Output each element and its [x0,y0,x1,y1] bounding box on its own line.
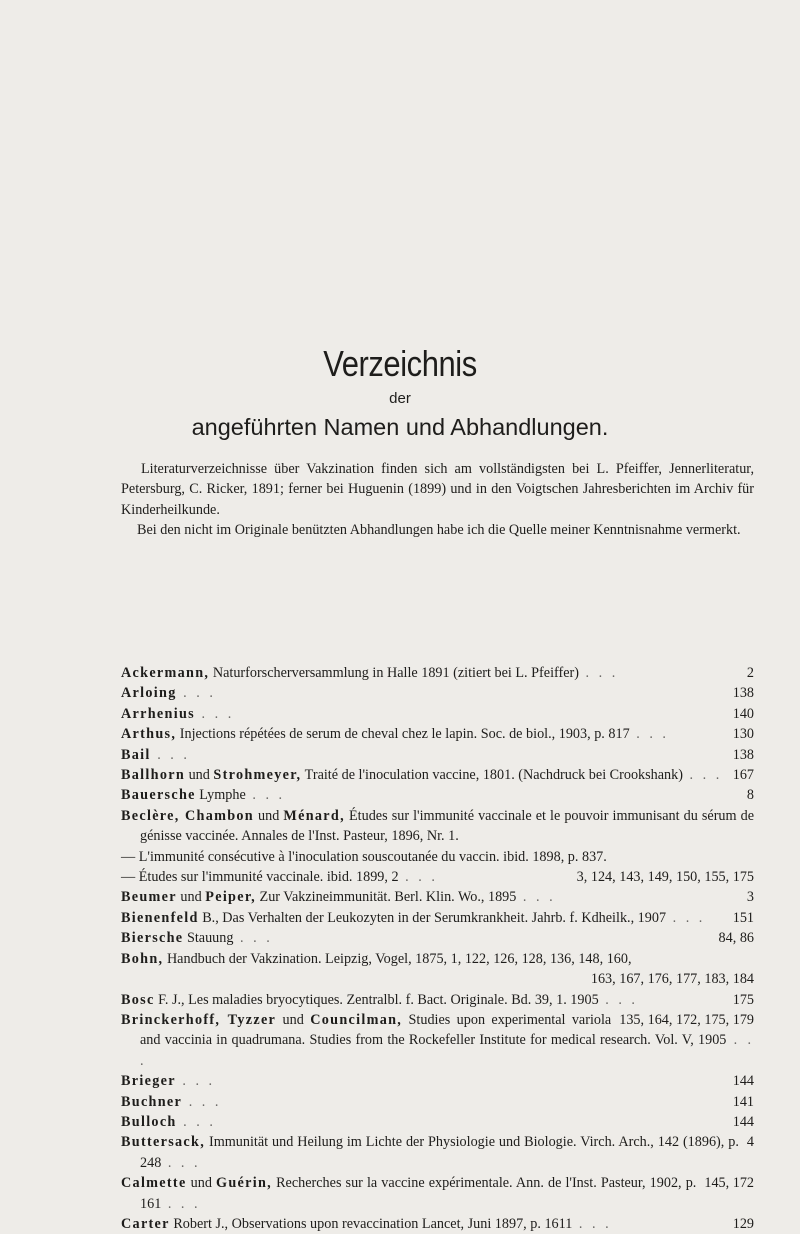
entry-text: Zur Vakzineimmunität. Berl. Klin. Wo., 1895 [255,889,517,906]
entry-text: und [186,1175,216,1192]
dot-leader: . . . [161,1195,201,1212]
dot-leader: . . . [629,726,669,743]
dot-leader: . . . [176,685,216,702]
author-name: Bail [121,746,151,763]
author-name: Strohmeyer, [213,767,302,784]
title-connector: der [389,390,411,407]
page-numbers: 3 [746,889,754,906]
index-entry [121,847,754,867]
index-entry [121,1173,754,1214]
page-numbers: 163, 167, 176, 177, 183, 184 [590,971,754,988]
author-name: Ballhorn [121,767,186,784]
dot-leader: . . . [150,746,190,763]
dot-leader: . . . [682,767,723,784]
entry-text: — Études sur l'immunité vaccinale. ibid. 1899, 2 [121,869,399,886]
entry-text: und [253,807,284,824]
page-numbers: 2 [746,665,754,681]
entry-text: F. J., Les maladies bryocytiques. Zentralbl. f. Bact. Originale. Bd. 39, 1. 1905 [154,991,599,1008]
page-subtitle: angeführten Namen und Abhandlungen. [191,414,609,440]
index-entry [121,704,754,724]
author-name: Biersche [121,930,184,947]
entry-text: — L'immunité consécutive à l'inoculation souscoutanée du vaccin. ibid. 1898, p. 837. [121,848,607,865]
page-numbers: 144 [732,1113,754,1130]
index-entry [121,1071,754,1091]
author-name: Councilman, [310,1011,403,1028]
page-numbers: 175 [732,991,754,1008]
dot-leader: . . . [666,909,706,926]
page-numbers: 144 [732,1073,754,1090]
index-entry [121,949,754,990]
entry-text: Studies upon experimental variola and vaccinia in quadrumana. Studies from the Rockefeller Institute for medical research. Vol. V, 1905 [140,1011,727,1049]
dot-leader: . . . [572,1215,612,1232]
entry-text: Lymphe [195,787,246,804]
dot-leader: . . . [578,665,619,681]
index-entry [121,1112,754,1132]
author-name: Bosc [121,991,155,1008]
entry-text: Traité de l'inoculation vaccine, 1801. (Nachdruck bei Crookshank) [301,767,683,784]
page-numbers: 3, 124, 143, 149, 150, 155, 175 [576,869,754,886]
author-name: Brinckerhoff, Tyzzer [121,1011,277,1028]
entry-text: Injections répétées de serum de cheval chez le lapin. Soc. de biol., 1903, p. 817 [176,726,630,743]
page-numbers: 141 [732,1093,754,1110]
author-name: Bauersche [121,787,196,804]
author-name: Arthus, [121,726,177,743]
dot-leader: . . . [245,787,286,804]
author-name: Brieger [121,1073,176,1090]
page-numbers: 140 [732,705,754,722]
entry-text: und [176,889,206,906]
author-name: Buttersack, [121,1134,206,1151]
index-entry [121,887,754,907]
dot-leader: . . . [233,930,273,947]
page-numbers: 145, 172 [704,1175,754,1192]
page-numbers: 151 [732,909,754,926]
entry-text: Stauung [183,930,234,947]
entry-text: Immunität und Heilung im Lichte der Physiologie und Biologie. Virch. Arch., 142 (1896), p. 248 [140,1134,739,1171]
entry-text: Études sur l'immunité vaccinale et le pouvoir immunisant du sérum de génisse vaccinée. Annales de l'Inst. Pasteur, 1896, Nr. 1. [140,807,755,845]
author-name: Arrhenius [121,705,195,722]
page-numbers: 8 [746,787,754,804]
index-entry [121,867,754,887]
page-numbers: 4 [746,1134,754,1151]
index-entry [121,785,754,805]
dot-leader: . . . [140,1032,755,1069]
intro-paragraph: Literaturverzeichnisse über Vakzination finden sich am vollständigsten bei L. Pfeiffer, Jennerliteratur, Petersburg, C. Ricker, 1891; ferner bei Huguenin (1899) und in den Voigtschen Jahresberichten im Archiv für Kinderheilkunde. [121,461,754,518]
author-name: Beclère, Chambon [121,807,254,824]
intro-paragraph: Bei den nicht im Originale benützten Abhandlungen habe ich die Quelle meiner Kenntnisnahme vermerkt. [137,522,741,539]
dot-leader: . . . [182,1093,222,1110]
page-numbers: 138 [732,746,754,763]
author-name: Beumer [121,889,177,906]
page-numbers: 130 [732,726,754,743]
page-numbers: 167 [732,767,754,784]
entry-text: und [276,1011,311,1028]
page-title: Verzeichnis [323,343,477,384]
entry-text: Handbuch der Vakzination. Leipzig, Vogel, 1875, 1, 122, 126, 128, 136, 148, 160, [163,950,632,967]
entry-text: Naturforscherversammlung in Halle 1891 (zitiert bei L. Pfeiffer) [209,665,579,681]
dot-leader: . . . [398,869,438,886]
entry-text: Robert J., Observations upon revaccination Lancet, Juni 1897, p. 1611 [169,1215,573,1232]
dot-leader: . . . [516,889,556,906]
index-entry [121,908,754,928]
author-name: Ackermann, [121,665,210,681]
index-entry [121,663,754,683]
index-entry [121,724,754,744]
index-entry [121,765,754,785]
index-entry [121,806,754,847]
index-entry [121,990,754,1010]
dot-leader: . . . [161,1154,201,1171]
entry-text: B., Das Verhalten der Leukozyten in der Serumkrankheit. Jahrb. f. Kdheilk., 1907 [198,909,667,926]
author-name: Guérin, [216,1175,272,1192]
index-entry [121,1010,754,1071]
index-list [121,663,754,1234]
index-entry [121,683,754,703]
index-entry [121,1132,754,1173]
author-name: Bohn, [121,950,164,967]
author-name: Arloing [121,685,177,702]
author-name: Bulloch [121,1113,177,1130]
page-numbers: 129 [732,1215,754,1232]
entry-text: Recherches sur la vaccine expérimentale. Ann. de l'Inst. Pasteur, 1902, p. 161 [140,1175,697,1212]
entry-text: und [185,767,214,784]
author-name: Calmette [121,1175,187,1192]
dot-leader: . . . [598,991,638,1008]
author-name: Bienenfeld [121,909,199,926]
dot-leader: . . . [176,1113,216,1130]
dot-leader: . . . [194,705,235,722]
index-entry [121,928,754,948]
index-entry [121,1214,754,1234]
page-numbers: 138 [732,685,754,702]
author-name: Peiper, [205,889,256,906]
author-name: Carter [121,1215,170,1232]
intro-section [121,459,754,541]
dot-leader: . . . [175,1073,216,1090]
author-name: Buchner [121,1093,183,1110]
index-entry [121,1092,754,1112]
index-entry [121,745,754,765]
author-name: Ménard, [283,807,345,824]
page-numbers: 135, 164, 172, 175, 179 [619,1011,754,1028]
page-numbers: 84, 86 [718,930,754,947]
